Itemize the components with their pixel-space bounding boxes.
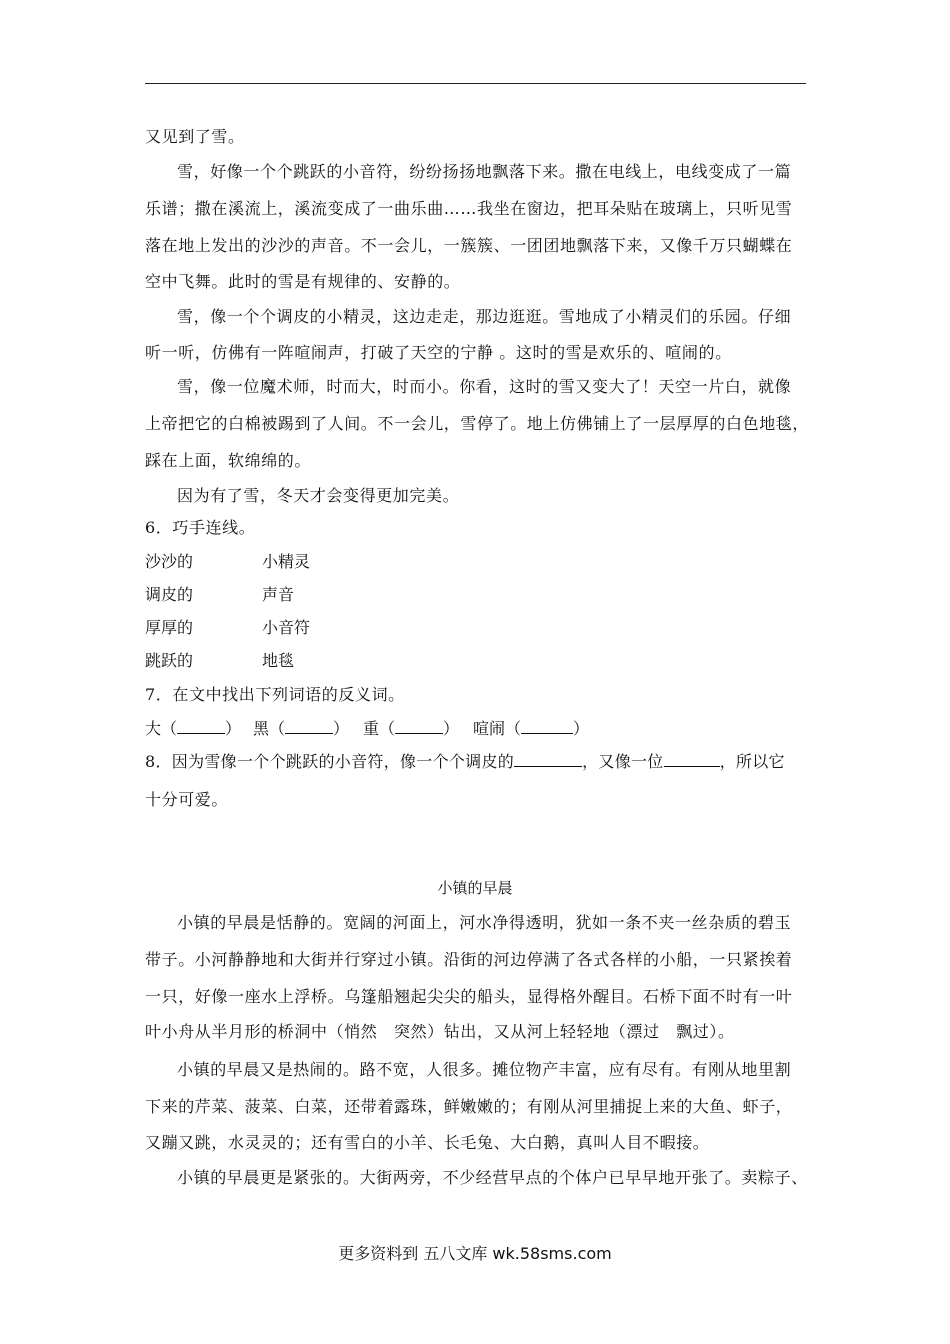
- passage-line: 又见到了雪。: [145, 127, 245, 146]
- passage-line: 叶小舟从半月形的桥洞中（悄然 突然）钻出，又从河上轻轻地（漂过 飘过）。: [145, 1022, 735, 1041]
- answer-blank[interactable]: [395, 719, 443, 734]
- question-7-title: 7．在文中找出下列词语的反义词。: [145, 685, 405, 704]
- footer-source[interactable]: 更多资料到 五八文库 wk.58sms.com: [338, 1244, 612, 1263]
- antonym-word: 黑（: [253, 719, 286, 738]
- passage-line: 雪，好像一个个跳跃的小音符，纷纷扬扬地飘落下来。撒在电线上，电线变成了一篇: [177, 162, 792, 181]
- match-left-item: 厚厚的: [145, 618, 194, 637]
- passage-line: 落在地上发出的沙沙的声音。不一会儿，一簇簇、一团团地飘落下来，又像千万只蝴蝶在: [145, 236, 793, 255]
- passage-line: 上帝把它的白棉被踢到了人间。不一会儿，雪停了。地上仿佛铺上了一层厚厚的白色地毯，: [145, 414, 810, 433]
- answer-blank[interactable]: [514, 752, 582, 767]
- answer-blank[interactable]: [664, 752, 720, 767]
- antonym-close: ）: [443, 719, 460, 738]
- passage-line: 因为有了雪，冬天才会变得更加完美。: [177, 486, 460, 505]
- antonym-item: [363, 719, 459, 739]
- answer-blank[interactable]: [521, 719, 573, 734]
- antonym-word: 喧闹（: [473, 719, 522, 738]
- match-right-item: 地毯: [262, 651, 295, 670]
- passage-line: 小镇的早晨又是热闹的。路不宽，人很多。摊位物产丰富，应有尽有。有刚从地里割: [177, 1060, 792, 1079]
- match-right-item: 小音符: [262, 618, 311, 637]
- match-right-item: 声音: [262, 585, 295, 604]
- passage-line: 带子。小河静静地和大街并行穿过小镇。沿街的河边停满了各式各样的小船，一只紧挨着: [145, 950, 793, 969]
- passage-line: 乐谱；撒在溪流上，溪流变成了一曲乐曲……我坐在窗边，把耳朵贴在玻璃上，只听见雪: [145, 199, 793, 218]
- antonym-item: [473, 719, 589, 739]
- match-right-item: 小精灵: [262, 552, 311, 571]
- antonym-word: 大（: [145, 719, 178, 738]
- question-8: [145, 752, 785, 772]
- passage-line: 又蹦又跳，水灵灵的；还有雪白的小羊、长毛兔、大白鹅，真叫人目不暇接。: [145, 1133, 710, 1152]
- question-8-part1: 8．因为雪像一个个跳跃的小音符，像一个个调皮的: [145, 752, 515, 771]
- passage-line: 听一听，仿佛有一阵喧闹声，打破了天空的宁静 。这时的雪是欢乐的、喧闹的。: [145, 343, 732, 362]
- match-left-item: 调皮的: [145, 585, 194, 604]
- answer-blank[interactable]: [177, 719, 225, 734]
- passage-line: 雪，像一位魔术师，时而大，时而小。你看，这时的雪又变大了！天空一片白，就像: [177, 377, 792, 396]
- question-8-part3: ，所以它: [719, 752, 785, 771]
- antonym-word: 重（: [363, 719, 396, 738]
- passage-line: 雪，像一个个调皮的小精灵，这边走走，那边逛逛。雪地成了小精灵们的乐园。仔细: [177, 307, 792, 326]
- antonym-close: ）: [225, 719, 242, 738]
- match-left-item: 跳跃的: [145, 651, 194, 670]
- antonym-item: [145, 719, 241, 739]
- antonym-item: [253, 719, 349, 739]
- header-rule: [145, 83, 806, 84]
- antonym-close: ）: [573, 719, 590, 738]
- match-left-item: 沙沙的: [145, 552, 194, 571]
- passage-title: 小镇的早晨: [437, 879, 513, 897]
- answer-blank[interactable]: [285, 719, 333, 734]
- antonym-close: ）: [333, 719, 350, 738]
- passage-line: 下来的芹菜、菠菜、白菜，还带着露珠，鲜嫩嫩的；有刚从河里捕捉上来的大鱼、虾子，: [145, 1097, 793, 1116]
- passage-line: 空中飞舞。此时的雪是有规律的、安静的。: [145, 272, 461, 291]
- question-6-title: 6．巧手连线。: [145, 518, 256, 537]
- question-8-line2: 十分可爱。: [145, 790, 229, 809]
- passage-line: 小镇的早晨更是紧张的。大街两旁，不少经营早点的个体户已早早地开张了。卖粽子、: [177, 1168, 808, 1187]
- passage-line: 踩在上面，软绵绵的。: [145, 451, 312, 470]
- passage-line: 小镇的早晨是恬静的。宽阔的河面上，河水净得透明，犹如一条不夹一丝杂质的碧玉: [177, 913, 792, 932]
- question-8-part2: ，又像一位: [582, 752, 664, 771]
- passage-line: 一只，好像一座水上浮桥。乌篷船翘起尖尖的船头，显得格外醒目。石桥下面不时有一叶: [145, 987, 793, 1006]
